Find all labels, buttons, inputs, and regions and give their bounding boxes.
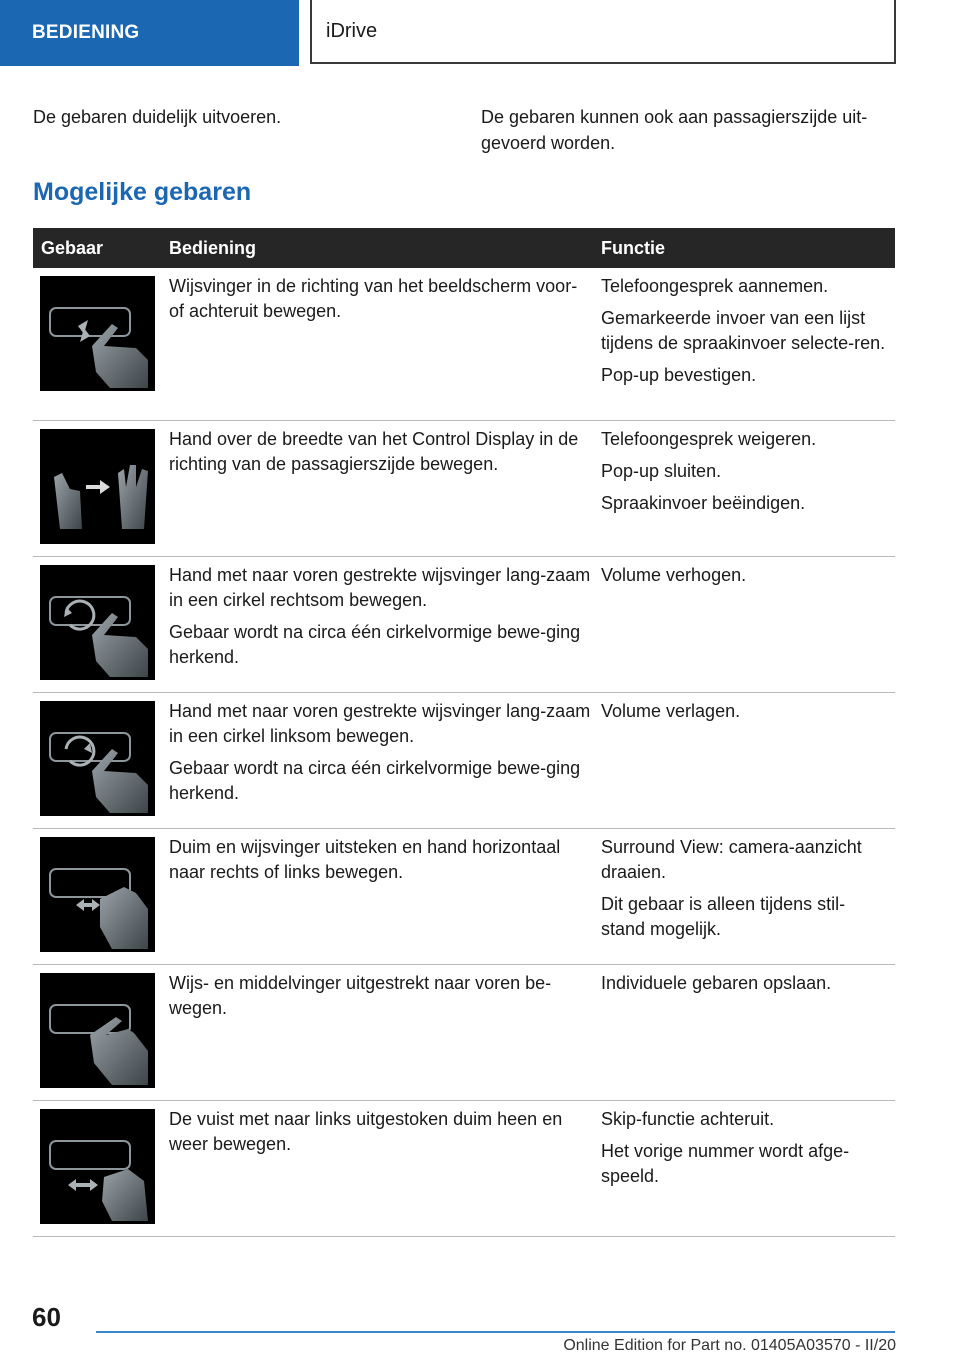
- table-row: [33, 421, 895, 557]
- operation-text: Wijsvinger in de richting van het beeldscherm voor- of achteruit bewegen.: [169, 276, 578, 321]
- footer-edition: Online Edition for Part no. 01405A03570 - II/20: [563, 1337, 896, 1354]
- function-cell: [600, 693, 895, 828]
- operation-cell: [169, 829, 600, 964]
- section-tab: BEDIENING: [0, 0, 299, 66]
- two-fingers-forward-gesture-icon: [40, 973, 155, 1088]
- function-cell: [600, 965, 895, 1100]
- operation-text: Gebaar wordt na circa één cirkelvormige bewe-ging herkend.: [169, 622, 581, 667]
- table-row: [33, 1101, 895, 1237]
- section-heading: Mogelijke gebaren: [33, 178, 252, 206]
- function-text: Gemarkeerde invoer van een lijst tijdens de spraakinvoer selecte-ren.: [601, 308, 886, 353]
- operation-text: Gebaar wordt na circa één cirkelvormige bewe-ging herkend.: [169, 758, 581, 803]
- table-row: [33, 268, 895, 421]
- table-row: [33, 557, 895, 693]
- function-cell: [600, 557, 895, 692]
- function-text: Skip-functie achteruit.: [601, 1109, 775, 1129]
- function-text: Individuele gebaren opslaan.: [601, 973, 832, 993]
- gesture-cell: [33, 557, 169, 692]
- page-header: [0, 0, 960, 66]
- function-text: Telefoongesprek aannemen.: [601, 276, 829, 296]
- table-header: [33, 228, 895, 268]
- operation-cell: [169, 965, 600, 1100]
- gesture-cell: [33, 421, 169, 556]
- function-cell: [600, 1101, 895, 1236]
- column-header-operation: Bediening: [169, 237, 257, 258]
- function-text: Surround View: camera-aanzicht draaien.: [601, 837, 862, 882]
- operation-cell: [169, 268, 600, 420]
- operation-cell: [169, 557, 600, 692]
- finger-forward-back-gesture-icon: [40, 276, 155, 391]
- function-text: Volume verlagen.: [601, 701, 741, 721]
- table-row: [33, 829, 895, 965]
- gestures-table: [33, 228, 895, 1237]
- intro-left-text: De gebaren duidelijk uitvoeren.: [33, 107, 282, 127]
- gesture-cell: [33, 965, 169, 1100]
- gesture-cell: [33, 829, 169, 964]
- operation-cell: [169, 1101, 600, 1236]
- gesture-cell: [33, 693, 169, 828]
- chapter-title: iDrive: [310, 0, 896, 64]
- operation-text: Wijs- en middelvinger uitgestrekt naar voren be-wegen.: [169, 973, 552, 1018]
- function-text: Dit gebaar is alleen tijdens stil-stand mogelijk.: [601, 894, 846, 939]
- table-body: [33, 268, 895, 1237]
- function-text: Het vorige nummer wordt afge-speeld.: [601, 1141, 850, 1186]
- function-text: Telefoongesprek weigeren.: [601, 429, 817, 449]
- function-text: Pop-up sluiten.: [601, 461, 722, 481]
- operation-text: Hand over de breedte van het Control Display in de richting van de passagierszijde bewegen.: [169, 429, 579, 474]
- hand-swipe-gesture-icon: [40, 429, 155, 544]
- gesture-cell: [33, 268, 169, 420]
- gesture-cell: [33, 1101, 169, 1236]
- operation-text: Hand met naar voren gestrekte wijsvinger lang-zaam in een cirkel linksom bewegen.: [169, 701, 591, 746]
- column-header-function: Functie: [601, 237, 666, 258]
- function-text: Spraakinvoer beëindigen.: [601, 493, 806, 513]
- page-number: 60: [32, 1302, 61, 1332]
- function-text: Volume verhogen.: [601, 565, 747, 585]
- function-text: Pop-up bevestigen.: [601, 365, 757, 385]
- fist-thumb-back-forth-gesture-icon: [40, 1109, 155, 1224]
- column-header-gesture: Gebaar: [41, 237, 104, 258]
- intro-right-text: De gebaren kunnen ook aan passagierszijde uit-gevoerd worden.: [481, 107, 868, 153]
- table-row: [33, 693, 895, 829]
- thumb-finger-horizontal-gesture-icon: [40, 837, 155, 952]
- function-cell: [600, 268, 895, 420]
- operation-text: De vuist met naar links uitgestoken duim heen en weer bewegen.: [169, 1109, 563, 1154]
- footer-divider: [96, 1331, 895, 1333]
- operation-cell: [169, 421, 600, 556]
- operation-text: Hand met naar voren gestrekte wijsvinger lang-zaam in een cirkel rechtsom bewegen.: [169, 565, 591, 610]
- circle-counterclockwise-gesture-icon: [40, 701, 155, 816]
- function-cell: [600, 829, 895, 964]
- circle-clockwise-gesture-icon: [40, 565, 155, 680]
- table-row: [33, 965, 895, 1101]
- operation-cell: [169, 693, 600, 828]
- operation-text: Duim en wijsvinger uitsteken en hand horizontaal naar rechts of links bewegen.: [169, 837, 561, 882]
- function-cell: [600, 421, 895, 556]
